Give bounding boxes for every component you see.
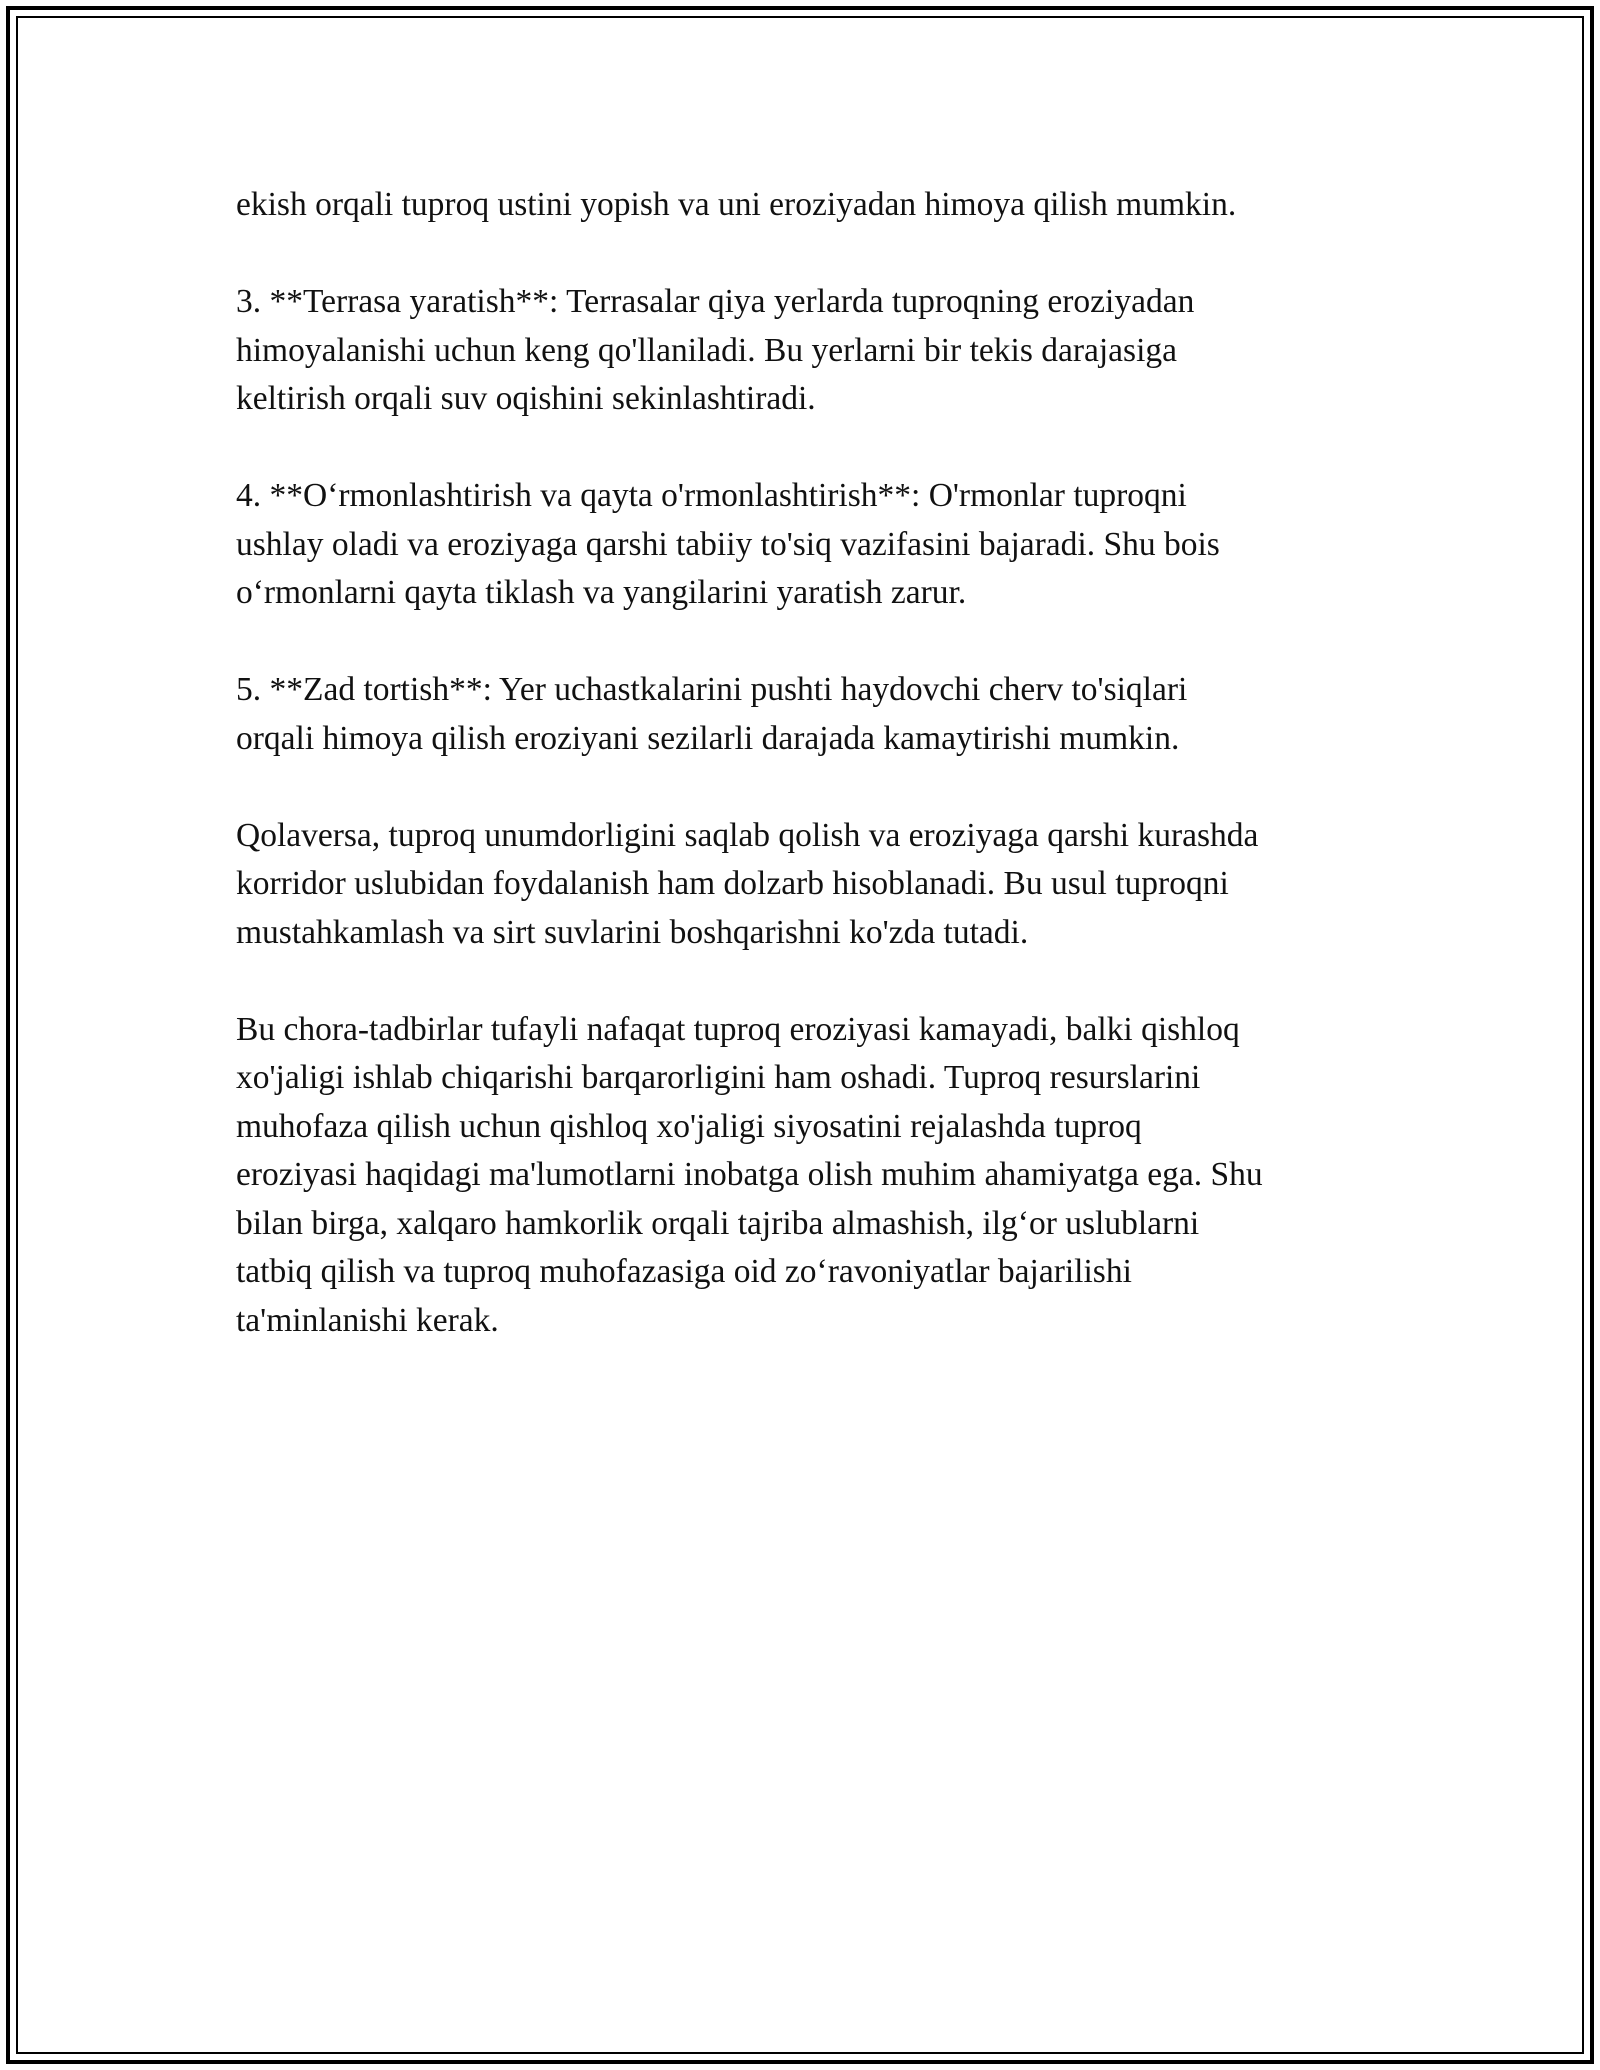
paragraph-conclusion: Bu chora-tadbirlar tufayli nafaqat tuproq eroziyasi kamayadi, balki qishloq xo'jaligi ishlab chiqarishi barqarorligini ham oshadi. Tuproq resurslarini muhofaza qilish uchun qishloq xo'jaligi siyosatini rejalashda tuproq eroziyasi haqidagi ma'lumotlarni inobatga olish muhim ahamiyatga ega. Shu bilan birga, xalqaro hamkorlik orqali tajriba almashish, ilg‘or uslublarni tatbiq qilish va tuproq muhofazasiga oid zo‘ravoniyatlar bajarilishi ta'minlanishi kerak. bbox=[236, 1010, 1263, 1339]
paragraph-zad-tortish: 5. **Zad tortish**: Yer uchastkalarini pushti haydovchi cherv to'siqlari orqali himoya qilish eroziyani sezilarli darajada kamaytirishi mumkin. bbox=[236, 671, 1188, 757]
document-body bbox=[236, 181, 1366, 1394]
paragraph-qolaversa: Qolaversa, tuproq unumdorligini saqlab qolish va eroziyaga qarshi kurashda korridor uslubidan foydalanish ham dolzarb hisoblanadi. Bu usul tuproqni mustahkamlash va sirt suvlarini boshqarishni ko'zda tutadi. bbox=[236, 816, 1259, 951]
paragraph-continuation: ekish orqali tuproq ustini yopish va uni eroziyadan himoya qilish mumkin. bbox=[236, 186, 1237, 223]
paragraph-terrasa: 3. **Terrasa yaratish**: Terrasalar qiya yerlarda tuproqning eroziyadan himoyalanishi uchun keng qo'llaniladi. Bu yerlarni bir tekis darajasiga keltirish orqali suv oqishini sekinlashtiradi. bbox=[236, 283, 1195, 417]
paragraph-ormonlashtirish: 4. **O‘rmonlashtirish va qayta o'rmonlashtirish**: O'rmonlar tuproqni ushlay oladi va eroziyaga qarshi tabiiy to'siq vazifasini bajaradi. Shu bois o‘rmonlarni qayta tiklash va yangilarini yaratish zarur. bbox=[236, 477, 1220, 611]
